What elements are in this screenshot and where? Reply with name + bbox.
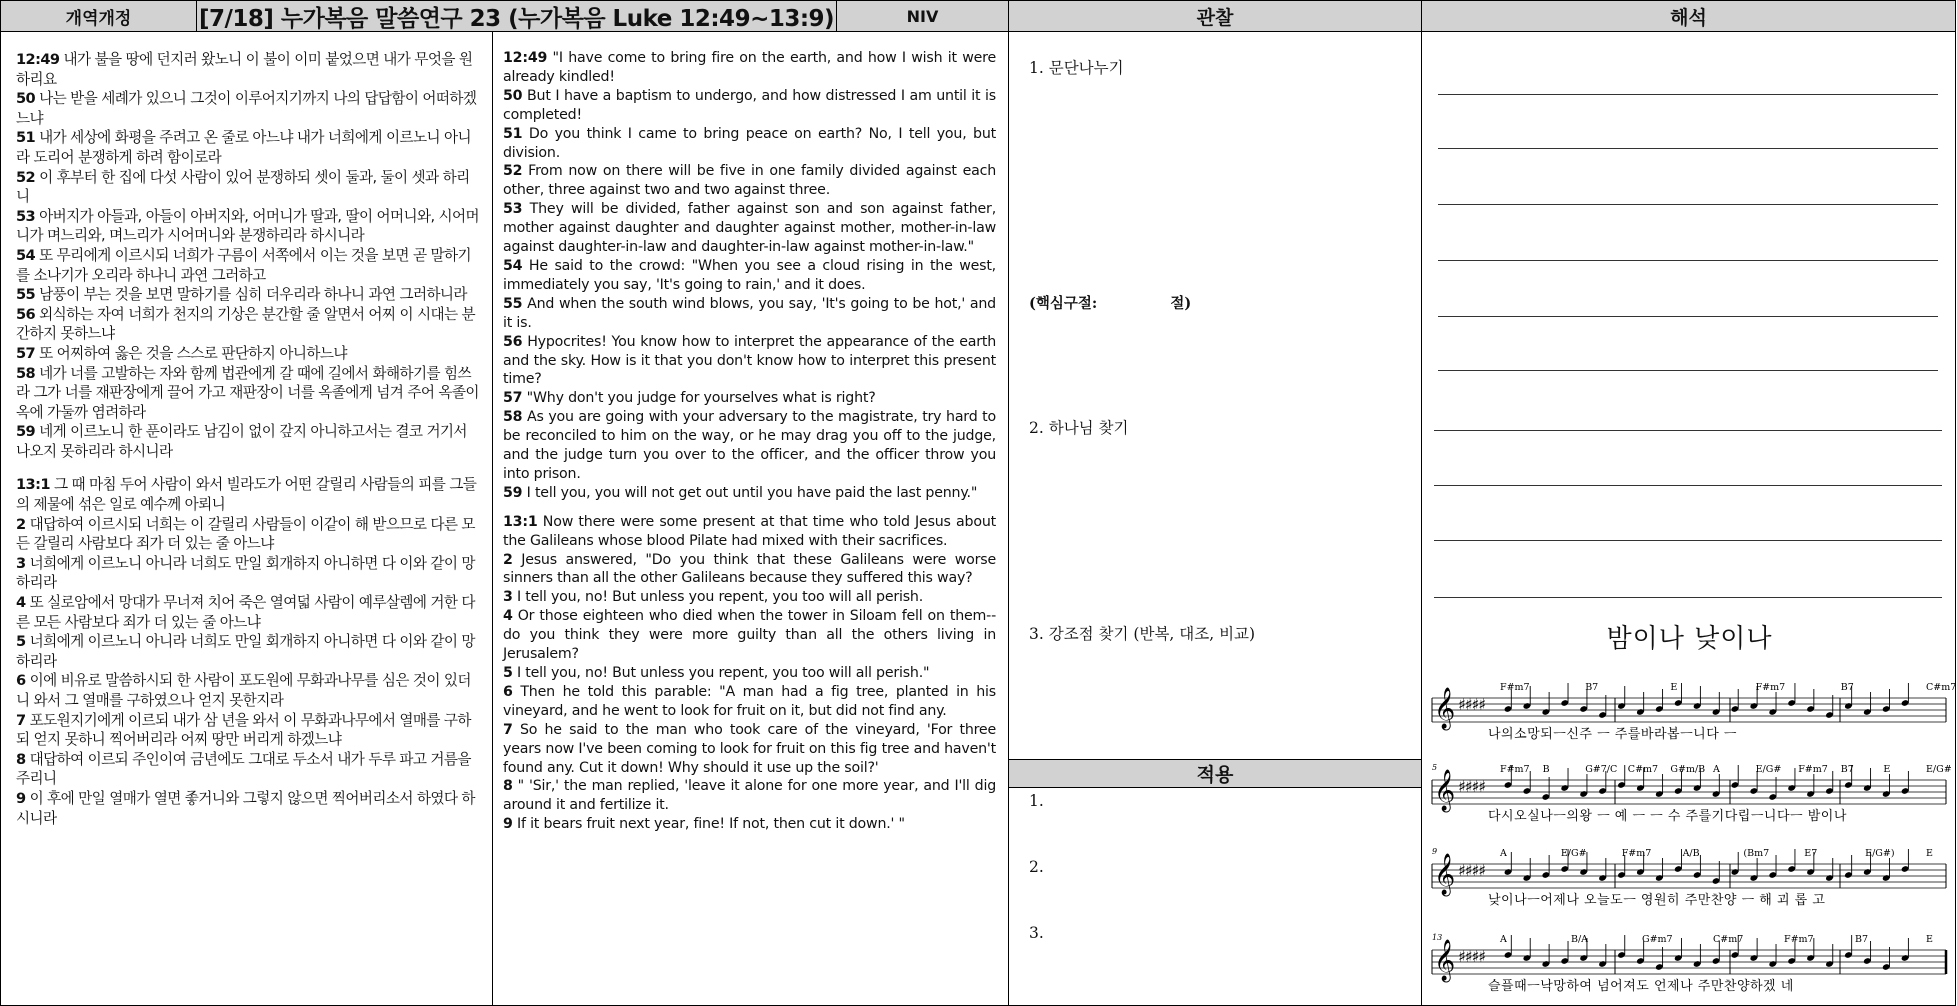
- verse-text: 나는 받을 세례가 있으니 그것이 이루어지기까지 나의 답답함이 어떠하겠느냐: [16, 90, 477, 127]
- verse-number: 55: [503, 295, 523, 312]
- chord-symbol: G#m7: [1642, 934, 1673, 945]
- verse-text: 네게 이르노니 한 푼이라도 남김이 없이 갚지 아니하고서는 결코 거기서 나오지 못하리라 하시니라: [16, 423, 467, 460]
- verse-number: 51: [16, 129, 36, 147]
- verse: [503, 333, 996, 390]
- writing-line[interactable]: [1438, 148, 1938, 149]
- verse-text: 또 실로암에서 망대가 무너져 치어 죽은 열여덟 사람이 예루살렘에 거한 다른 모든 사람보다 죄가 더 있는 줄 아느냐: [16, 594, 475, 631]
- chord-symbol: E/G#: [1755, 764, 1782, 775]
- lyrics-line: 슬플때ㅡ낙망하여 넘어져도 언제나 주만찬양하겠 네: [1488, 979, 1794, 994]
- chord-symbol: A/B: [1682, 848, 1700, 859]
- verse: [503, 87, 996, 125]
- verse: [503, 721, 996, 778]
- verse: [503, 257, 996, 295]
- verse: [16, 344, 482, 364]
- verse-text: "Why don't you judge for yourselves what is right?: [522, 390, 876, 407]
- verse: [503, 683, 996, 721]
- korean-verse-list-ch13: [16, 475, 482, 828]
- verse: [16, 789, 482, 828]
- verse-text: 내가 세상에 화평을 주려고 온 줄로 아느냐 내가 너희에게 이르노니 아니라 도리어 분쟁하게 하려 함이로라: [16, 129, 471, 166]
- verse-number: 9: [16, 789, 26, 807]
- chord-symbol: F#m7: [1784, 934, 1814, 945]
- chord-symbol: C#m7: [1713, 934, 1744, 945]
- sheet-music: [1430, 658, 1957, 998]
- korean-text-column: [0, 31, 493, 1006]
- writing-line[interactable]: [1438, 94, 1938, 95]
- verse-text: I tell you, no! But unless you repent, you too will all perish.": [512, 665, 930, 681]
- key-signature-sharps: ♯♯♯♯: [1458, 861, 1485, 880]
- verse-number: 53: [16, 207, 36, 225]
- verse-text: I tell you, no! But unless you repent, you too will all perish.: [512, 589, 924, 606]
- verse-number: 5: [16, 633, 26, 651]
- verse: [503, 484, 996, 503]
- verse-number: 8: [16, 750, 26, 768]
- verse: [16, 305, 482, 344]
- verse: [503, 777, 996, 815]
- english-verse-list: [503, 49, 996, 503]
- verse-number: 4: [16, 594, 26, 612]
- verse-number: 52: [503, 163, 523, 180]
- verse-number: 12:49: [503, 50, 548, 66]
- verse-number: 9: [503, 816, 513, 833]
- verse-number: 2: [503, 551, 513, 568]
- verse-number: 51: [503, 125, 523, 142]
- chord-symbol: B: [1542, 764, 1550, 775]
- verse-text: So he said to the man who took care of the vineyard, 'For three years now I've been coming to look for fruit on this fig tree and haven't found any. Cut it down! Why should it use up the soil?': [503, 721, 996, 776]
- measure-number: 9: [1432, 847, 1438, 856]
- verse-number: 6: [503, 683, 513, 700]
- verse-text: Now there were some present at that time who told Jesus about the Galileans whose blood Pilate had mixed with their sacrifices.: [503, 513, 996, 549]
- chord-symbol: B7: [1840, 764, 1854, 775]
- song-title: 밤이나 낮이나: [1606, 624, 1773, 654]
- key-verse-label: (핵심구절:: [1029, 295, 1098, 312]
- verse-number: 57: [16, 344, 36, 362]
- verse: [503, 49, 996, 87]
- verse-number: 58: [503, 409, 523, 426]
- verse-number: 6: [16, 672, 26, 690]
- chord-symbol: A: [1500, 848, 1507, 859]
- observation-item-paragraph: 1. 문단나누기: [1029, 59, 1124, 77]
- lyrics-line: 다시오실나ㅡ의왕 ㅡ 예 ㅡ ㅡ 수 주를기다립ㅡ니다ㅡ 밤이나: [1488, 809, 1847, 824]
- verse-text: As you are going with your adversary to the magistrate, try hard to be reconciled to him on the way, or he may drag you off to the judge, and the judge turn you over to the officer, and the officer throw you into prison.: [503, 409, 996, 482]
- verse: [503, 162, 996, 200]
- verse-number: 3: [16, 554, 26, 572]
- verse: [16, 207, 482, 246]
- verse-text: " 'Sir,' the man replied, 'leave it alone for one more year, and I'll dig around it and fertilize it.: [503, 778, 996, 814]
- verse-number: 2: [16, 515, 26, 533]
- writing-line[interactable]: [1434, 430, 1942, 431]
- verse-text: 너희에게 이르노니 아니라 너희도 만일 회개하지 아니하면 다 이와 같이 망하리라: [16, 554, 475, 592]
- key-signature-sharps: ♯♯♯♯: [1458, 695, 1485, 714]
- korean-version-label: 개역개정: [65, 8, 132, 29]
- chord-symbol: A: [1713, 764, 1720, 775]
- writing-line[interactable]: [1438, 316, 1938, 317]
- application-heading: 적용: [1196, 764, 1234, 786]
- chord-symbol: B/A: [1571, 934, 1589, 945]
- observation-item-emphasis: 3. 강조점 찾기 (반복, 대조, 비교): [1029, 625, 1256, 643]
- english-text-column: [492, 31, 1009, 1006]
- verse: [503, 607, 996, 664]
- application-item-3[interactable]: 3.: [1029, 924, 1044, 942]
- verse: [16, 128, 482, 167]
- page-title: [7/18] 누가복음 말씀연구 23 (누가복음 Luke 12:49~13:9): [198, 5, 835, 32]
- header-observation: [1008, 0, 1422, 32]
- verse-text: They will be divided, father against son and son against father, mother against daughter and daughter against mother, mother-in-law against daughter-in-law and daughter-in-law against mother-in-law.": [503, 201, 996, 256]
- korean-verse-list: [16, 50, 482, 461]
- verse-text: And when the south wind blows, you say, 'It's going to be hot,' and it is.: [503, 295, 996, 331]
- chord-symbol: E: [1926, 934, 1933, 945]
- chord-symbol: F#m7: [1755, 682, 1786, 693]
- key-signature-sharps: ♯♯♯♯: [1458, 777, 1485, 796]
- header-english-version: [836, 0, 1009, 32]
- writing-line[interactable]: [1438, 370, 1938, 371]
- lyrics-line: 나의소망되ㅡ신주 ㅡ 주를바라봅ㅡ니다 ㅡ: [1488, 727, 1737, 742]
- verse-text: 외식하는 자여 너희가 천지의 기상은 분간할 줄 알면서 어찌 이 시대는 분간하지 못하느냐: [16, 305, 476, 343]
- chord-symbol: E: [1670, 682, 1678, 693]
- verse: [503, 125, 996, 163]
- verse-number: 50: [503, 87, 523, 104]
- verse: [16, 593, 482, 632]
- treble-clef-icon: 𝄞: [1434, 940, 1456, 981]
- verse-text: "I have come to bring fire on the earth, and how I wish it were already kindled!: [503, 50, 996, 85]
- verse-text: 남풍이 부는 것을 보면 말하기를 심히 더우리라 하나니 과연 그러하니라: [35, 286, 467, 304]
- verse-number: 13:1: [16, 476, 50, 494]
- verse-text: 또 어찌하여 옳은 것을 스스로 판단하지 아니하느냐: [35, 344, 347, 362]
- verse-number: 58: [16, 364, 36, 382]
- chord-symbol: C#m7: [1926, 682, 1957, 693]
- verse-number: 56: [503, 333, 523, 350]
- english-version-label: NIV: [906, 6, 939, 26]
- verse-text: 포도원지기에게 이르되 내가 삼 년을 와서 이 무화과나무에서 열매를 구하되 얻지 못하니 찍어버리라 어찌 땅만 버리게 하겠느냐: [16, 711, 471, 749]
- verse-text: 대답하여 이르시되 너희는 이 갈릴리 사람들이 이같이 해 받으므로 다른 모든 갈릴리 사람보다 죄가 더 있는 줄 아느냐: [16, 515, 475, 553]
- writing-line[interactable]: [1434, 597, 1942, 598]
- verse-text: 이에 비유로 말씀하시되 한 사람이 포도원에 무화과나무를 심은 것이 있더니 와서 그 열매를 구하였으나 얻지 못한지라: [16, 672, 471, 709]
- chord-symbol: F#m7: [1798, 764, 1828, 775]
- verse-text: 내가 불을 땅에 던지러 왔노니 이 불이 이미 붙었으면 내가 무엇을 원하리요: [16, 51, 473, 88]
- verse-text: 대답하여 이르되 주인이여 금년에도 그대로 두소서 내가 두루 파고 거름을 주리니: [16, 750, 471, 788]
- header-korean-version: [0, 0, 197, 32]
- verse: [503, 551, 996, 589]
- verse-number: 7: [503, 721, 513, 738]
- verse-number: 53: [503, 201, 523, 218]
- chord-symbol: F#m7: [1621, 848, 1652, 859]
- observation-item-find-god: 2. 하나님 찾기: [1029, 419, 1129, 437]
- writing-line[interactable]: [1438, 204, 1938, 205]
- verse-number: 55: [16, 286, 36, 304]
- verse: [16, 364, 482, 423]
- treble-clef-icon: 𝄞: [1434, 688, 1456, 729]
- verse: [16, 515, 482, 554]
- chord-symbol: B7: [1585, 682, 1599, 693]
- verse-number: 54: [16, 246, 36, 264]
- writing-line[interactable]: [1438, 260, 1938, 261]
- verse-text: Or those eighteen who died when the tower in Siloam fell on them--do you think they were more guilty than all the others living in Jerusalem?: [503, 608, 996, 663]
- verse: [16, 711, 482, 750]
- verse: [16, 554, 482, 593]
- writing-line[interactable]: [1434, 540, 1942, 541]
- verse: [16, 750, 482, 789]
- verse: [16, 632, 482, 671]
- verse-text: Then he told this parable: "A man had a fig tree, planted in his vineyard, and he went to look for fruit on it, but did not find any.: [503, 683, 996, 719]
- chord-symbol: E: [1926, 848, 1933, 859]
- chord-symbol: B7: [1840, 682, 1854, 693]
- chord-symbol: C#m7: [1627, 764, 1659, 775]
- header-application: [1008, 759, 1422, 788]
- treble-clef-icon: 𝄞: [1434, 770, 1456, 811]
- verse-text: 네가 너를 고발하는 자와 함께 법관에게 갈 때에 길에서 화해하기를 힘쓰라 그가 너를 재판장에게 끌어 가고 재판장이 너를 옥졸에게 넘겨 주어 옥졸이 옥에 가둘까 염려하라: [16, 364, 479, 421]
- verse: [16, 50, 482, 89]
- verse-text: 너희에게 이르노니 아니라 너희도 만일 회개하지 아니하면 다 이와 같이 망하리라: [16, 633, 475, 670]
- observation-panel: [1008, 31, 1422, 760]
- interpretation-panel: [1421, 31, 1956, 1006]
- verse-text: If it bears fruit next year, fine! If not, then cut it down.' ": [512, 816, 905, 833]
- chord-symbol: E7: [1804, 848, 1818, 859]
- verse-text: 또 무리에게 이르시되 너희가 구름이 서쪽에서 이는 것을 보면 곧 말하기를 소나기가 오리라 하나니 과연 그러하고: [16, 246, 471, 284]
- verse: [503, 664, 996, 683]
- key-verse-field[interactable]: [1029, 292, 1191, 313]
- verse: [16, 246, 482, 285]
- verse-text: Do you think I came to bring peace on earth? No, I tell you, but division.: [503, 125, 996, 161]
- verse-text: Jesus answered, "Do you think that these Galileans were worse sinners than all the other Galileans because they suffered this way?: [503, 551, 996, 587]
- verse-text: 이 후에 만일 열매가 열면 좋거니와 그렇지 않으면 찍어버리소서 하였다 하시니라: [16, 789, 475, 827]
- verse: [16, 475, 482, 514]
- verse-number: 3: [503, 589, 513, 606]
- key-verse-unit: 절): [1170, 295, 1192, 312]
- chord-symbol: F#m7: [1500, 682, 1530, 693]
- key-signature-sharps: ♯♯♯♯: [1458, 947, 1485, 966]
- header-title: [196, 0, 837, 32]
- english-verse-list-ch13: [503, 513, 996, 834]
- verse-number: 59: [16, 423, 36, 441]
- treble-clef-icon: 𝄞: [1434, 854, 1456, 895]
- verse-number: 5: [503, 665, 513, 681]
- verse-text: 이 후부터 한 집에 다섯 사람이 있어 분쟁하되 셋이 둘과, 둘이 셋과 하리니: [16, 168, 470, 206]
- chord-symbol: E/G#: [1560, 848, 1587, 859]
- verse-number: 8: [503, 778, 513, 795]
- verse: [503, 200, 996, 257]
- verse-text: 아버지가 아들과, 아들이 아버지와, 어머니가 딸과, 딸이 어머니와, 시어머니가 며느리와, 며느리가 시어머니와 분쟁하리라 하시니라: [16, 207, 480, 245]
- verse: [503, 389, 996, 408]
- chord-symbol: (Bm7: [1743, 848, 1770, 859]
- measure-number: 5: [1432, 763, 1438, 772]
- verse-text: I tell you, you will not get out until you have paid the last penny.": [522, 484, 978, 501]
- verse-number: 52: [16, 168, 36, 186]
- chord-symbol: F#m7: [1500, 764, 1530, 775]
- verse-number: 56: [16, 305, 36, 323]
- verse: [503, 815, 996, 834]
- chord-symbol: G#7/C: [1585, 764, 1618, 775]
- verse-text: But I have a baptism to undergo, and how distressed I am until it is completed!: [503, 87, 996, 123]
- observation-heading: 관찰: [1196, 6, 1234, 29]
- measure-number: 13: [1432, 933, 1443, 942]
- verse-text: From now on there will be five in one family divided against each other, three against two and two against three.: [503, 163, 996, 199]
- chord-symbol: E: [1883, 764, 1891, 775]
- interpretation-heading: 해석: [1670, 6, 1707, 29]
- writing-line[interactable]: [1434, 485, 1942, 486]
- verse: [503, 588, 996, 607]
- verse: [16, 285, 482, 305]
- verse-number: 12:49: [16, 51, 60, 68]
- application-panel: [1008, 787, 1422, 1006]
- chord-symbol: E/G#: [1926, 764, 1952, 775]
- verse-text: Hypocrites! You know how to interpret the appearance of the earth and the sky. How is it that you don't know how to interpret this present time?: [503, 333, 996, 388]
- chord-symbol: E/G#): [1865, 848, 1895, 859]
- application-item-1[interactable]: 1.: [1029, 792, 1044, 810]
- verse-number: 59: [503, 484, 523, 501]
- verse-number: 4: [503, 608, 513, 625]
- header-interpretation: [1421, 0, 1956, 32]
- verse-number: 57: [503, 390, 523, 407]
- verse-number: 50: [16, 90, 36, 108]
- verse: [503, 408, 996, 484]
- chord-symbol: G#m/B: [1670, 764, 1706, 775]
- verse-text: 그 때 마침 두어 사람이 와서 빌라도가 어떤 갈릴리 사람들의 피를 그들의 제물에 섞은 일로 예수께 아뢰니: [16, 476, 477, 514]
- lyrics-line: 낮이나ㅡ어제나 오늘도ㅡ 영원히 주만찬양 ㅡ 해 괴 롭 고: [1488, 893, 1826, 908]
- verse: [16, 422, 482, 461]
- verse-number: 54: [503, 257, 523, 274]
- verse: [503, 295, 996, 333]
- verse: [16, 671, 482, 710]
- verse-number: 7: [16, 711, 26, 729]
- application-item-2[interactable]: 2.: [1029, 858, 1044, 876]
- chord-symbol: B7: [1855, 934, 1869, 945]
- chord-symbol: A: [1500, 934, 1507, 945]
- verse-number: 13:1: [503, 513, 538, 530]
- verse: [16, 168, 482, 207]
- verse: [16, 89, 482, 128]
- verse-text: He said to the crowd: "When you see a cloud rising in the west, immediately you say, 'It's going to rain,' and it does.: [503, 257, 996, 293]
- verse: [503, 513, 996, 551]
